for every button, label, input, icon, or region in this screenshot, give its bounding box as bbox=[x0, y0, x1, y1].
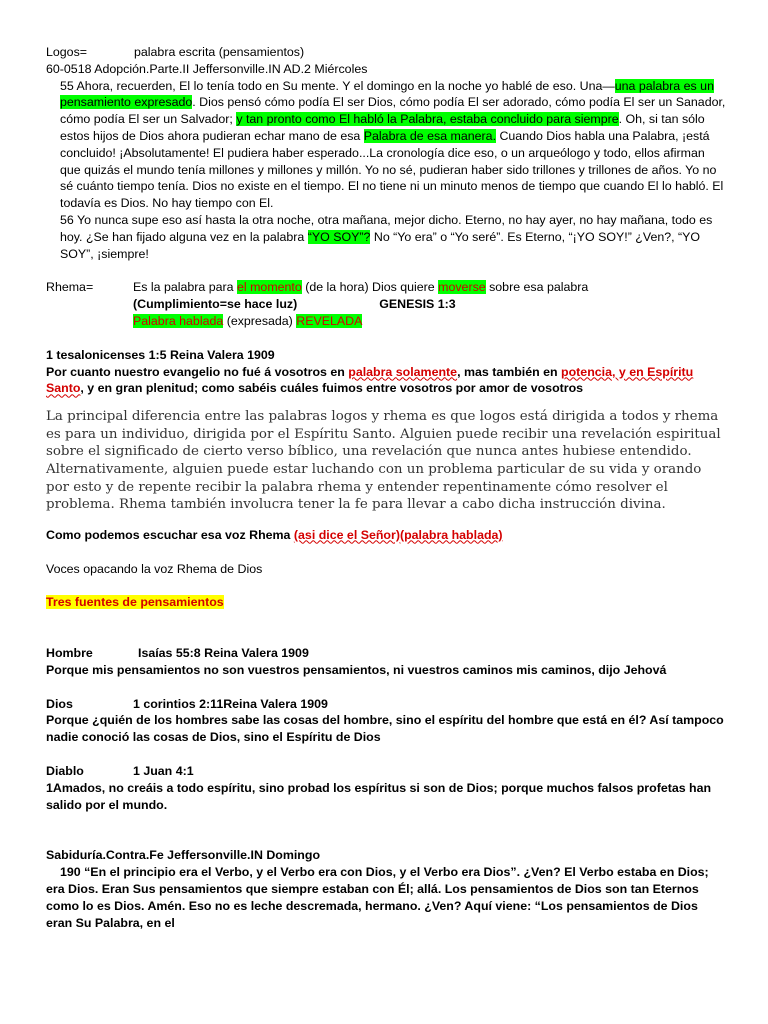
sabiduria-ref: Sabiduría.Contra.Fe Jeffersonville.IN Domingo bbox=[46, 848, 321, 863]
diferencia-paragraph: La principal diferencia entre las palabras logos y rhema es que logos está dirigida a todos y rhema es para un individuo, dirigida por el Espíritu Santo. Alguien puede recibir una revelación espiritual sobre el significado de cierto verso bíblico, una revelación que nunca antes hubiese entendido. Alternativamente, alguien puede estar luchando con un problema particular de su vida y orando por esto y de repente recibir la palabra rhema y entender repentinamente cómo resolver el problema. Rhema también involucra tener la fe para llevar a cabo dicha instrucción divina. bbox=[46, 409, 721, 513]
voces-line: Voces opacando la voz Rhema de Dios bbox=[46, 561, 263, 576]
hombre-text: Porque mis pensamientos no son vuestros pensamientos, ni vuestros caminos mis caminos, dijo Jehová bbox=[46, 662, 667, 677]
hombre-heading: Hombre Isaías 55:8 Reina Valera 1909 bbox=[46, 646, 309, 661]
paragraph-190: 190 “En el principio era el Verbo, y el Verbo era con Dios, y el Verbo era Dios”. ¿Ven? El Verbo estaba en Dios; era Dios. Eran Sus pensamientos que siempre estaban con Él; allá. Los pensamientos de Dios son tan Eternos como lo es Dios. Amén. Eso no es leche descremada, hermano. ¿Ven? Aquí viene: “Los pensamientos de Dios eran Su Palabra, en el bbox=[46, 865, 709, 930]
document-page bbox=[46, 44, 726, 931]
paragraph-55: 55 Ahora, recuerden, El lo tenía todo en Su mente. Y el domingo en la noche yo hablé de eso. Una—una palabra es un pensamiento expresado. Dios pensó cómo podía El ser Dios, cómo podía El ser adorado, cómo podía El ser un Sanador, cómo podía El ser un Salvador; y tan pronto como El habló la Palabra, estaba concluido para siempre. Oh, si tan sólo estos hijos de Dios ahora pudieran echar mano de esa Palabra de esa manera. Cuando Dios habla una Palabra, ¡está concluido! ¡Absolutamente! El pudiera haber esperado...La cronología dice eso, o un arqueólogo y todo, ellos afirman que quizás el mundo tenía millones y millones y millón. Yo no sé, pudieran haber sido trillones y trillones de años. Yo no sé cuánto tiempo tenía. Dios no existe en el tiempo. El no tiene ni un minuto menos de tiempo que cuando El lo habló. El todavía es Dios. No hay tiempo con El. bbox=[60, 78, 726, 211]
paragraph-56: 56 Yo nunca supe eso así hasta la otra noche, otra mañana, mejor dicho. Eterno, no hay ayer, no hay mañana, todo es hoy. ¿Se han fijado alguna vez en la palabra “YO SOY”? No “Yo era” o “Yo seré”. Es Eterno, “¡YO SOY!” ¿Ven?, “YO SOY”, ¡siempre! bbox=[60, 212, 713, 261]
red-asi-dice: (asi dice el Señor)(palabra hablada) bbox=[293, 527, 503, 542]
dios-heading: Dios 1 corintios 2:11Reina Valera 1909 bbox=[46, 696, 328, 711]
logos-definition: palabra escrita (pensamientos) bbox=[134, 45, 305, 59]
highlight-concluido: y tan pronto como El habló la Palabra, estaba concluido para siempre bbox=[236, 112, 619, 127]
logos-sermon-ref: 60-0518 Adopción.Parte.II Jeffersonville.IN AD.2 Miércoles bbox=[46, 61, 368, 76]
logos-label: Logos= bbox=[46, 45, 87, 59]
tesalonicenses-ref: 1 tesalonicenses 1:5 Reina Valera 1909 bbox=[46, 347, 275, 362]
rhema-line-2: (Cumplimiento=se hace luz) GENESIS 1:3 bbox=[133, 297, 456, 312]
highlight-el-momento: el momento bbox=[237, 280, 302, 295]
red-palabra-solamente: palabra solamente bbox=[348, 364, 458, 379]
highlight-palabra-pensamiento: una palabra es un pensamiento expresado bbox=[60, 78, 714, 110]
diablo-heading: Diablo 1 Juan 4:1 bbox=[46, 764, 194, 779]
rhema-label: Rhema= bbox=[46, 280, 94, 295]
rhema-line-3: Palabra hablada (expresada) REVELADA bbox=[133, 313, 363, 328]
highlight-revelada: REVELADA bbox=[296, 313, 363, 328]
dios-text: Porque ¿quién de los hombres sabe las cosas del hombre, sino el espíritu del hombre que está en él? Así tampoco nadie conoció las cosas de Dios, sino el Espíritu de Dios bbox=[46, 713, 724, 745]
highlight-palabra-manera: Palabra de esa manera. bbox=[363, 128, 497, 143]
tesalonicenses-text: Por cuanto nuestro evangelio no fué á vosotros en palabra solamente, mas también en potencia, y en Espíritu Santo, y en gran plenitud; como sabéis cuáles fuimos entre vosotros por amor de vosotros bbox=[46, 364, 694, 396]
rhema-line-1: Rhema= Es la palabra para el momento (de la hora) Dios quiere moverse sobre esa palabra bbox=[46, 280, 589, 295]
highlight-palabra-hablada: Palabra hablada bbox=[133, 313, 224, 328]
logos-heading bbox=[46, 44, 726, 61]
genesis-ref: GENESIS 1:3 bbox=[379, 297, 456, 312]
tres-fuentes-heading: Tres fuentes de pensamientos bbox=[46, 595, 224, 610]
escuchar-line: Como podemos escuchar esa voz Rhema (asi dice el Señor)(palabra hablada) bbox=[46, 527, 503, 542]
diablo-text: 1Amados, no creáis a todo espíritu, sino probad los espíritus si son de Dios; porque muchos falsos profetas han salido por el mundo. bbox=[46, 780, 712, 812]
highlight-yo-soy: “YO SOY”? bbox=[307, 229, 371, 244]
highlight-moverse: moverse bbox=[438, 280, 486, 295]
red-potencia-espiritu: potencia, y en Espíritu Santo bbox=[46, 364, 694, 396]
